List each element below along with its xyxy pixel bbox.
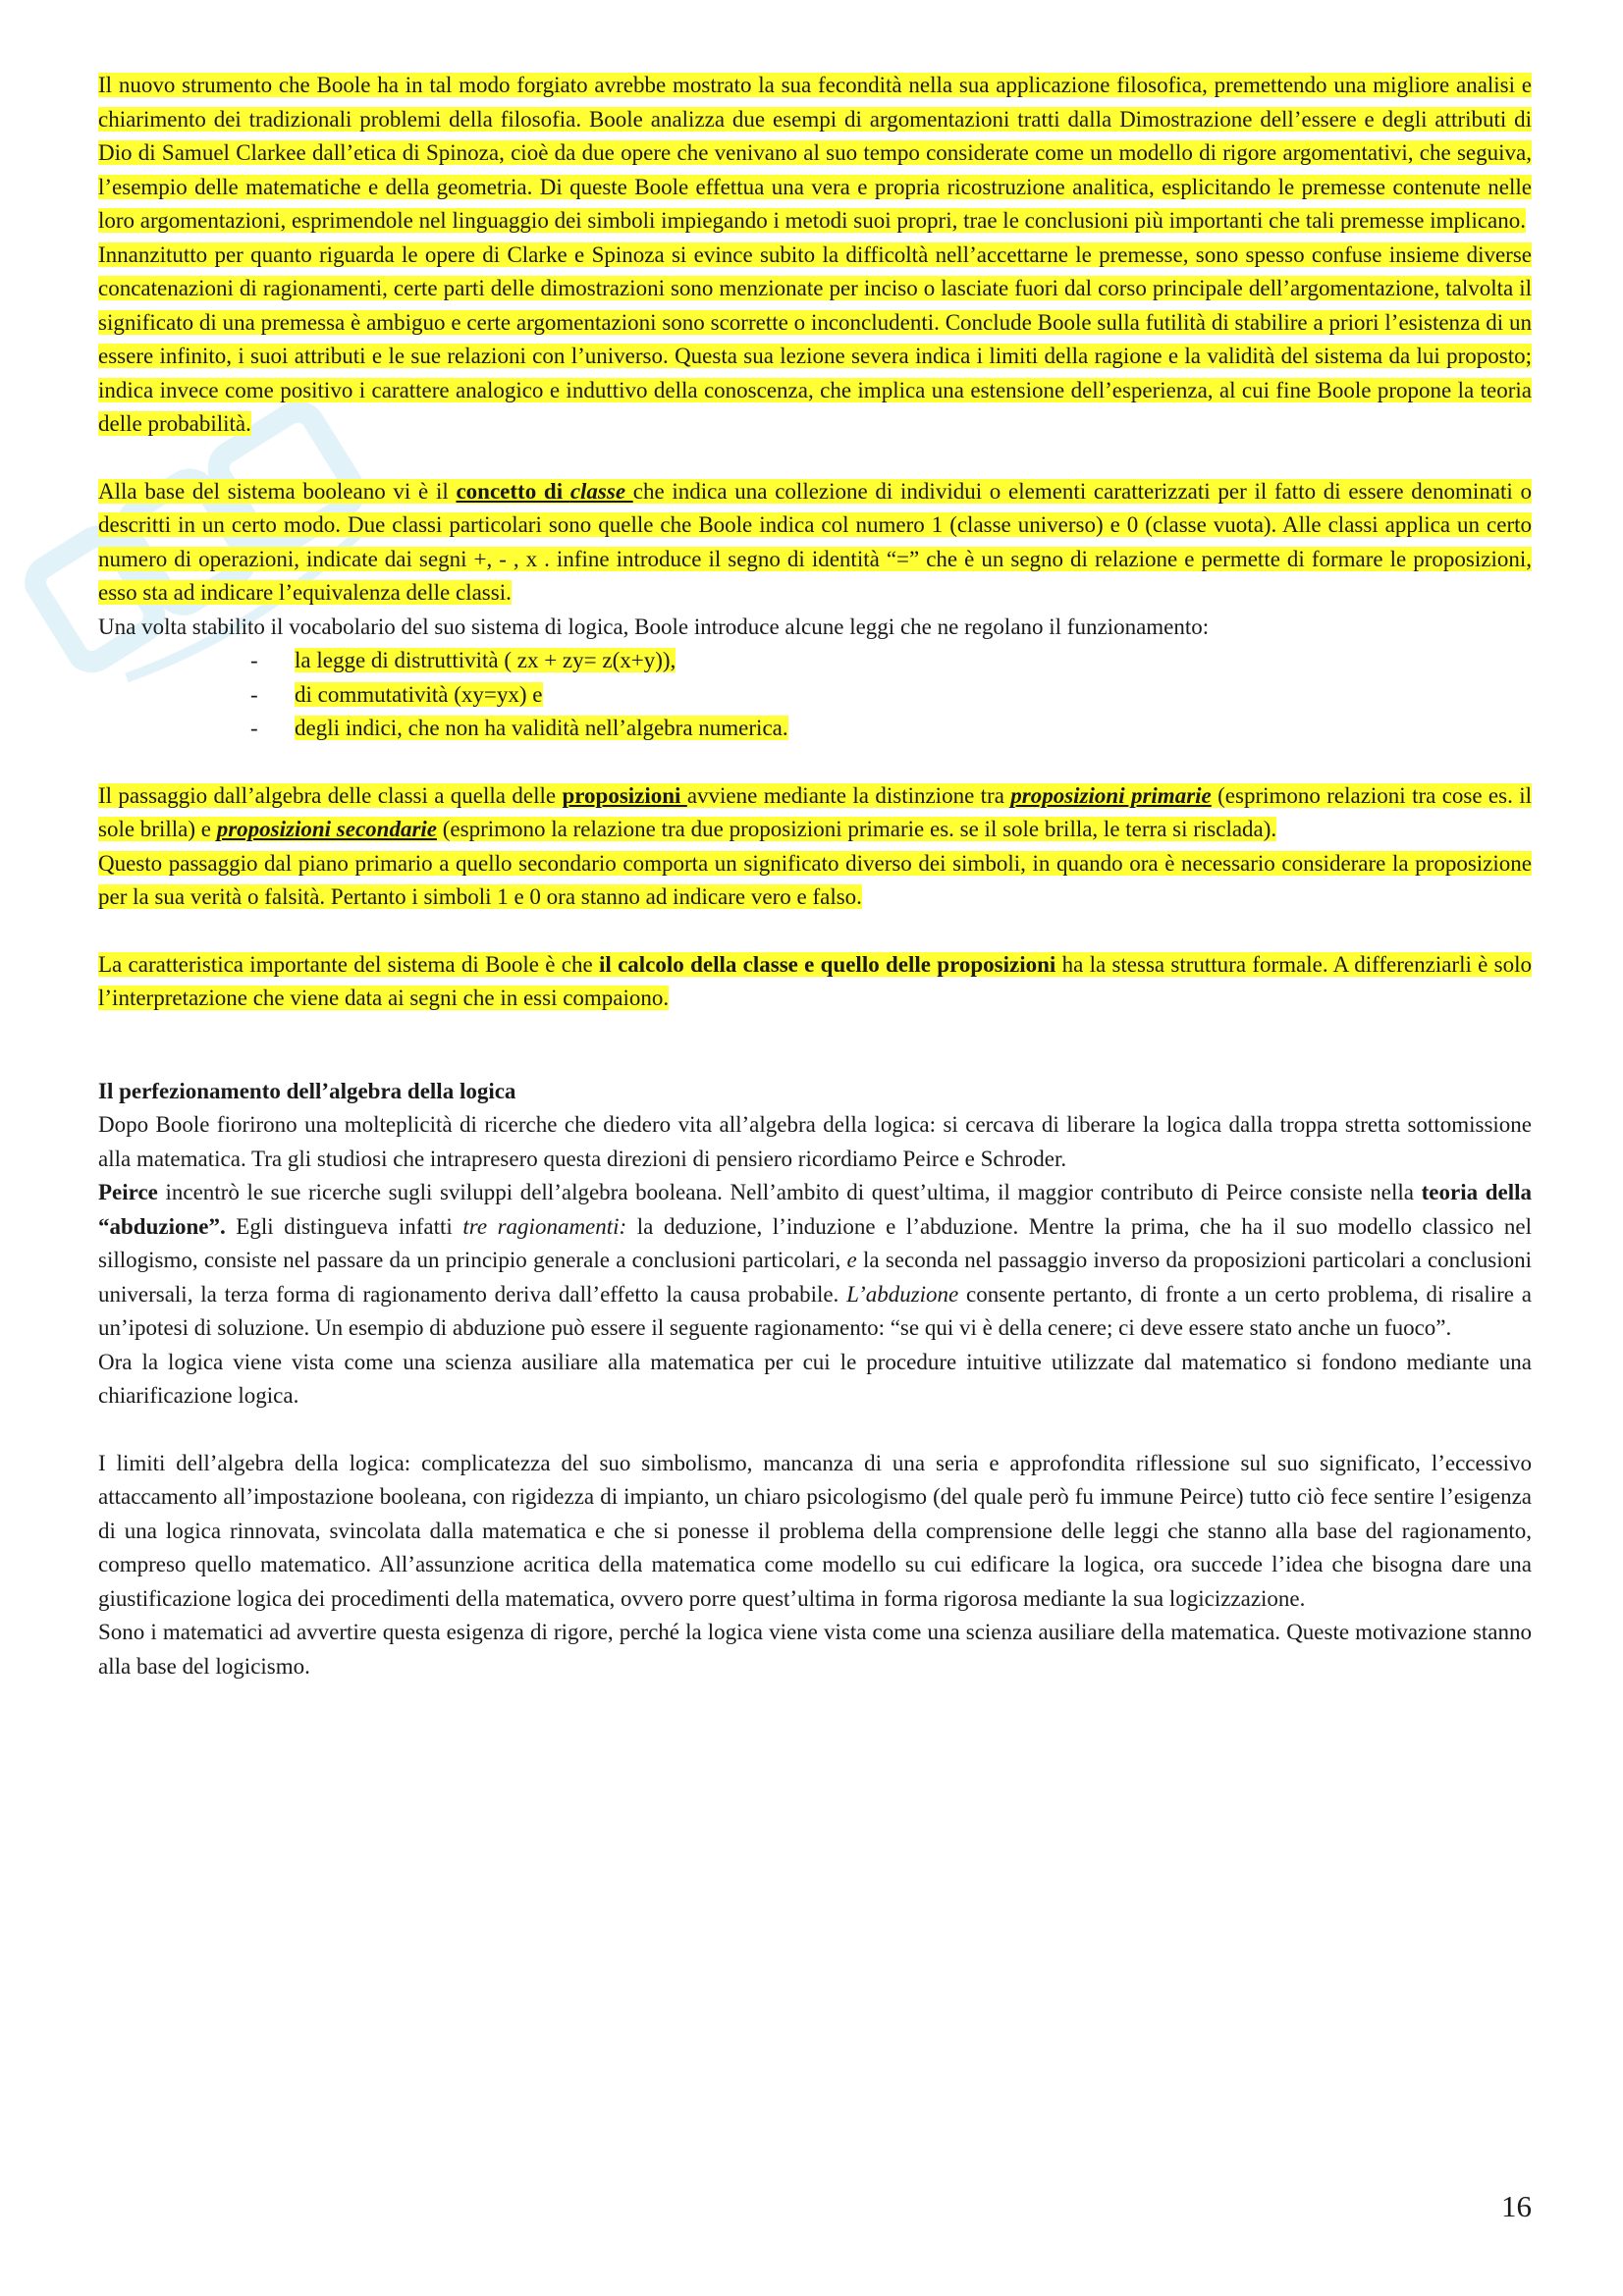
paragraph-boole-philosophy: Il nuovo strumento che Boole ha in tal modo forgiato avrebbe mostrato la sua fecondità nella sua applicazione filosofica, premettendo una migliore analisi e chiarimento dei tradizionali problemi della filosofia. Boole analizza due esempi di argomentazioni tratti dalla Dimostrazione dell’essere e degli attributi di Dio di Samuel Clarkee dall’etica di Spinoza, cioè da due opere che venivano al suo tempo considerate come un modello di rigore argomentativi, che seguiva, l’esempio delle matematiche e della geometria. Di queste Boole effettua una vera e propria ricostruzione analitica, esplicitando le premesse contenute nelle loro argomentazioni, esprimendole nel linguaggio dei simboli impiegando i metodi suoi propri, trae le conclusioni più importanti che tali premesse implicano. bbox=[98, 73, 1532, 233]
paragraph-logicism: Sono i matematici ad avvertire questa esigenza di rigore, perché la logica viene vista come una scienza ausiliare della matematica. Queste motivazione stanno alla base del logicismo. bbox=[98, 1620, 1532, 1679]
paragraph-peirce: Peirce incentrò le sue ricerche sugli sviluppi dell’algebra booleana. Nell’ambito di quest’ultima, il maggior contributo di Peirce consiste nella teoria della “abduzione”. Egli distingueva infatti tre ragionamenti: la deduzione, l’induzione e l’abduzione. Mentre la prima, che ha il suo modello classico nel sillogismo, consiste nel passare da un principio generale a conclusioni particolari, e la seconda nel passaggio inverso da proposizioni particolari a conclusioni universali, la terza forma di ragionamento deriva dall’effetto la causa probabile. L’abduzione consente pertanto, di fronte a un certo problema, di risalire a un’ipotesi di soluzione. Un esempio di abduzione può essere il seguente ragionamento: “se qui vi è della cenere; ci deve essere stato anche un fuoco”. bbox=[98, 1180, 1532, 1340]
section-title: Il perfezionamento dell’algebra della logica bbox=[98, 1078, 516, 1103]
term-proposizioni: proposizioni bbox=[562, 782, 687, 808]
page-number: 16 bbox=[1501, 2189, 1532, 2223]
paragraph-after-boole: Dopo Boole fiorirono una molteplicità di ricerche che diedero vita all’algebra della logica: si cercava di liberare la logica dalla troppa stretta sottomissione alla matematica. Tra gli studiosi che intrapresero questa direzioni di pensiero ricordiamo Peirce e Schroder. bbox=[98, 1112, 1532, 1171]
laws-list bbox=[98, 644, 1532, 746]
paragraph-laws-intro: Una volta stabilito il vocabolario del suo sistema di logica, Boole introduce alcune leggi che ne regolano il funzionamento: bbox=[98, 614, 1210, 639]
paragraph-logic-auxiliary: Ora la logica viene vista come una scienza ausiliare alla matematica per cui le procedure intuitive utilizzate dal matematico si fondono mediante una chiarificazione logica. bbox=[98, 1349, 1532, 1408]
paragraph-formal-structure: La caratteristica importante del sistema di Boole è che il calcolo della classe e quello delle proposizioni ha la stessa struttura formale. A differenziarli è solo l’interpretazione che viene data ai segni che in essi compaiono. bbox=[98, 951, 1532, 1010]
document-page bbox=[98, 69, 1532, 1683]
term-classe: classe bbox=[569, 478, 633, 504]
term-proposizioni-secondarie: proposizioni secondarie bbox=[216, 817, 437, 841]
list-item: - di commutatività (xy=yx) e bbox=[250, 678, 1532, 713]
list-item: - degli indici, che non ha validità nell’algebra numerica. bbox=[250, 712, 1532, 746]
paragraph-class-concept: Alla base del sistema booleano vi è il concetto di classe che indica una collezione di individui o elementi caratterizzati per il fatto di essere denominati o descritti in un certo modo. Due classi particolari sono quelle che Boole indica col numero 1 (classe universo) e 0 (classe vuota). Alle classi applica un certo numero di operazioni, indicate dai segni +, - , x . infine introduce il segno di identità “=” che è un segno di relazione e permette di formare le proposizioni, esso sta ad indicare l’equivalenza delle classi. bbox=[98, 478, 1533, 605]
paragraph-limits: I limiti dell’algebra della logica: complicatezza del suo simbolismo, mancanza di una seria e approfondita riflessione sul suo significato, l’eccessivo attaccamento all’impostazione booleana, con rigidezza di impianto, un chiaro psicologismo (del quale però fu immune Peirce) tutto ciò fece sentire l’esigenza di una logica rinnovata, svincolata dalla matematica e che si ponesse il problema della comprensione delle leggi che stanno alla base del ragionamento, compreso quello matematico. All’assunzione acritica della matematica come modello su cui edificare la logica, ora succede l’idea che bisogna dare una giustificazione logica dei procedimenti della matematica, ovvero porre quest’ultima in forma rigorosa mediante la sua logicizzazione. bbox=[98, 1450, 1532, 1611]
paragraph-symbols-meaning: Questo passaggio dal piano primario a quello secondario comporta un significato diverso dei simboli, in quando ora è necessario considerare la proposizione per la sua verità o falsità. Pertanto i simboli 1 e 0 ora stanno ad indicare vero e falso. bbox=[98, 850, 1532, 909]
paragraph-clarke-spinoza: Innanzitutto per quanto riguarda le opere di Clarke e Spinoza si evince subito la difficoltà nell’accettarne le premesse, sono spesso confuse insieme diverse concatenazioni di ragionamenti, certe parti delle dimostrazioni sono menzionate per inciso o lasciate fuori dal corso principale dell’argomentazione, talvolta il significato di una premessa è ambiguo e certe argomentazioni sono scorrette o inconcludenti. Conclude Boole sulla futilità di stabilire a priori l’esistenza di un essere infinito, i suoi attributi e le sue relazioni con l’universo. Questa sua lezione severa indica i limiti della ragione e la validità del sistema da lui proposto; indica invece come positivo i carattere analogico e induttivo della conoscenza, che implica una estensione dell’esperienza, al cui fine Boole propone la teoria delle probabilità. bbox=[98, 241, 1532, 436]
paragraph-propositions: Il passaggio dall’algebra delle classi a quella delle proposizioni avviene mediante la distinzione tra proposizioni primarie (esprimono relazioni tra cose es. il sole brilla) e proposizioni secondarie (esprimono la relazione tra due proposizioni primarie es. se il sole brilla, le terra si risclada). bbox=[98, 782, 1532, 841]
term-concetto: concetto di bbox=[456, 478, 570, 504]
term-proposizioni-primarie: proposizioni primarie bbox=[1010, 782, 1212, 808]
list-item: - la legge di distruttività ( zx + zy= z(x+y)), bbox=[250, 644, 1532, 678]
